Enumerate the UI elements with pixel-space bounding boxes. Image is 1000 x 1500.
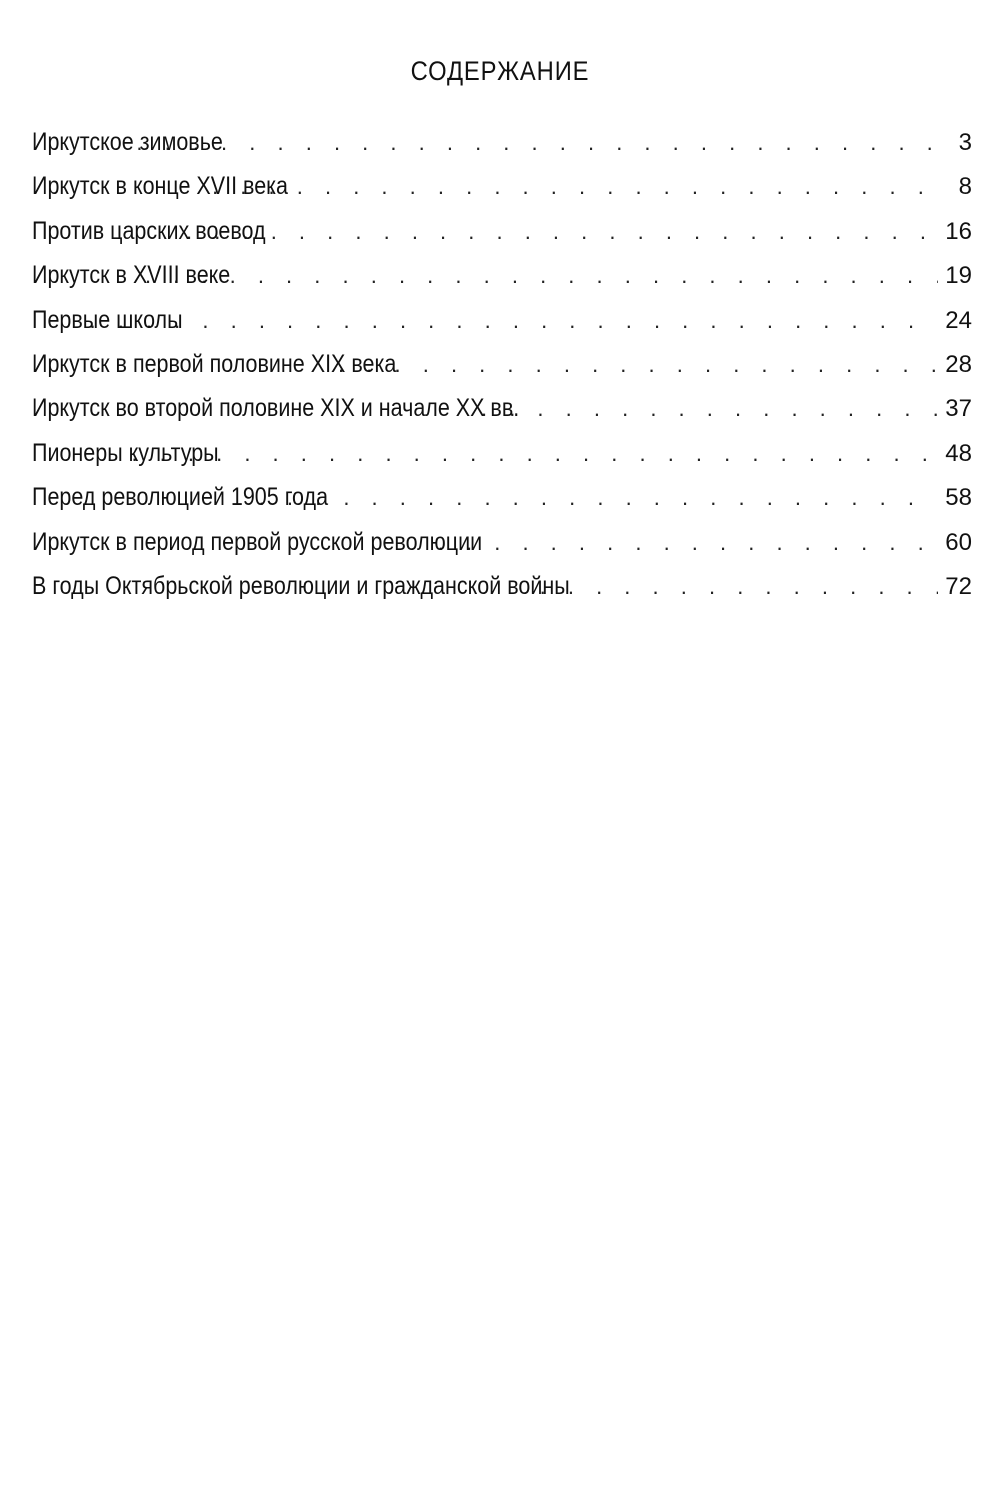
toc-entry-title: Иркутск в XVIII веке: [32, 261, 231, 290]
dot-leader: [540, 574, 938, 600]
toc-entry-title: Первые школы: [32, 305, 183, 334]
toc-entry-page: 24: [945, 306, 972, 334]
toc-entry-title: Против царских воевод: [32, 216, 266, 245]
toc-entry: [32, 528, 972, 572]
toc-entry-page: 19: [945, 262, 972, 290]
toc-entry-title: Перед революцией 1905 года: [32, 483, 329, 512]
toc-entry-page: 3: [958, 129, 972, 156]
dot-leader: [145, 263, 938, 289]
toc-entry-title: Иркутск в конце XVII века: [32, 172, 288, 201]
toc-entry-title: Иркутск во второй половине XIX и начале XX вв.: [32, 394, 520, 423]
toc-entry: [32, 128, 972, 172]
toc-entry: [32, 394, 972, 438]
dot-leader: [89, 308, 938, 334]
toc-entry-title: Пионеры культуры: [32, 438, 219, 467]
toc-entry: [32, 172, 972, 216]
toc-entry-page: 72: [945, 572, 972, 600]
toc-entry-title: Иркутск в период первой русской революции: [32, 527, 483, 556]
toc-entry-page: 16: [945, 217, 972, 245]
toc-title: СОДЕРЖАНИЕ: [410, 56, 590, 86]
dot-leader: [259, 485, 938, 511]
toc-entry-title: В годы Октябрьской революции и гражданской войны: [32, 571, 570, 600]
toc-entry: [32, 483, 972, 527]
toc-entry-page: 28: [945, 350, 972, 378]
toc-entry-page: 58: [945, 484, 972, 512]
toc-entry: [32, 261, 972, 305]
toc-entry: [32, 306, 972, 350]
toc-entry-page: 48: [945, 439, 972, 467]
dot-leader: [136, 130, 938, 156]
dot-leader: [438, 530, 938, 556]
dot-leader: [212, 174, 938, 200]
toc-list: [32, 128, 972, 616]
toc-entry-page: 8: [958, 173, 972, 201]
toc-entry: [32, 217, 972, 261]
dot-leader: [481, 396, 938, 422]
dot-leader: [338, 352, 938, 378]
toc-entry-page: 60: [945, 528, 972, 556]
dot-leader: [186, 219, 938, 245]
dot-leader: [131, 441, 938, 467]
toc-entry-page: 37: [945, 395, 972, 423]
toc-entry: [32, 350, 972, 394]
toc-entry-title: Иркутское зимовье: [32, 128, 223, 156]
toc-entry-title: Иркутск в первой половине XIX века: [32, 349, 397, 378]
toc-entry: [32, 439, 972, 483]
toc-entry: [32, 572, 972, 616]
